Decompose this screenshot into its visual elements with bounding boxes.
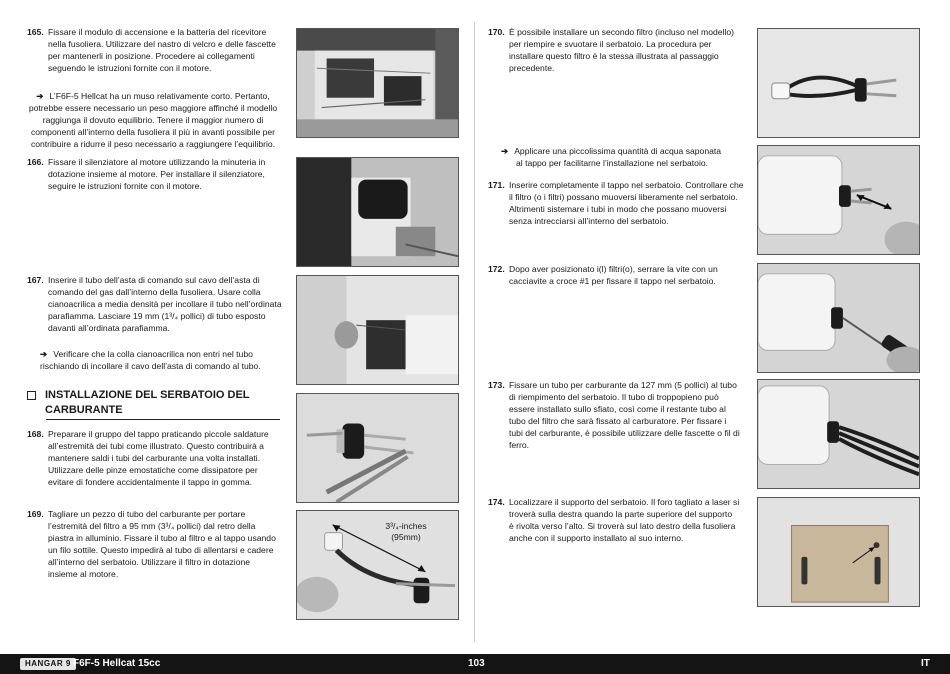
arrow-right-icon: ➔	[36, 91, 44, 101]
second-filter-image	[758, 29, 919, 137]
step-text: Fissare il modulo di accensione e la batteria del ricevitore nella fusoliera. Utilizzare del nastro di velcro e delle fascette per mantenerli in posizione. Procedere ai collegamenti seguendo le istruzioni fornite con il motore.	[48, 27, 276, 73]
photo-step-171	[757, 145, 920, 255]
photo-step-167	[296, 275, 459, 385]
model-name: F6F-5 Hellcat 15cc	[73, 658, 161, 669]
step-number: 168.	[27, 429, 44, 439]
tank-stopper-image	[758, 146, 919, 254]
column-divider	[474, 22, 475, 642]
page-footer	[0, 654, 950, 674]
step-text: Tagliare un pezzo di tubo del carburante per portare l’estremità del filtro a 95 mm (3³/₄ pollici) dal retro della piastra in alluminio. Fissare il tubo al filtro e al tappo usando un filo sottile. Questo impedirà al tubo di allentarsi e cadere all’interno del serbatoio. Utilizzare il filtro in dotazione insieme al motore.	[48, 509, 276, 579]
photo-step-170	[757, 28, 920, 138]
step-text: Dopo aver posizionato i(l) filtri(o), serrare la vite con un cacciavite a croce #1 per fissare il tappo nel serbatoio.	[509, 264, 718, 286]
checkbox-icon	[27, 391, 36, 400]
tighten-screw-image	[758, 264, 919, 372]
photo-step-168	[296, 393, 459, 503]
fuel-lines-image	[758, 380, 919, 488]
fuselage-interior-image	[297, 29, 458, 137]
step-number: 172.	[488, 264, 505, 274]
photo-step-169	[296, 510, 459, 620]
step-number: 166.	[27, 157, 44, 167]
section-heading: INSTALLAZIONE DEL SERBATOIO DEL CARBURANTE	[27, 388, 281, 418]
dimension-label: 3³/₄-inches (95mm)	[385, 521, 427, 542]
step-166	[27, 156, 283, 192]
arrow-right-icon: ➔	[40, 349, 48, 359]
step-number: 173.	[488, 380, 505, 390]
step-number: 170.	[488, 27, 505, 37]
photo-step-172	[757, 263, 920, 373]
throttle-tube-image	[297, 276, 458, 384]
arrow-right-icon: ➔	[501, 146, 509, 156]
step-text: Fissare il silenziatore al motore utilizzando la minuteria in dotazione insieme al motore. Per installare il silenziatore, seguire le istruzioni fornite con il motore.	[48, 157, 266, 191]
page-number: 103	[468, 658, 485, 669]
step-172	[488, 263, 748, 287]
step-text: È possibile installare un secondo filtro (incluso nel modello) per riempire e svuotare il serbatoio. La procedura per installare questo filtro è la stessa illustrata al passaggio precedente.	[509, 27, 734, 73]
language-code: IT	[921, 658, 930, 669]
step-168	[27, 428, 283, 488]
muffler-image	[297, 158, 458, 266]
step-171	[488, 179, 748, 227]
step-number: 169.	[27, 509, 44, 519]
step-174	[488, 496, 748, 544]
step-169	[27, 508, 283, 580]
step-173	[488, 379, 748, 451]
brand-logo: HANGAR 9	[20, 658, 76, 670]
step-number: 174.	[488, 497, 505, 507]
step-165	[27, 26, 283, 74]
tank-mount-image	[758, 498, 919, 606]
step-number: 167.	[27, 275, 44, 285]
photo-step-166	[296, 157, 459, 267]
step-170	[488, 26, 748, 74]
step-text: Localizzare il supporto del serbatoio. Il foro tagliato a laser si troverà sulla destra quando la parte superiore del supporto è rivolta verso l’alto. Si troverà sul lato destro della fusoliera anche con il supporto installato al suo interno.	[509, 497, 740, 543]
note-soapy-water: ➔ Applicare una piccolissima quantità di acqua saponata al tappo per facilitarne l’installazione nel serbatoio.	[501, 146, 722, 168]
note-balance: ➔ L’F6F-5 Hellcat ha un muso relativamente corto. Pertanto, potrebbe essere necessario un peso maggiore affinché il modello raggiunga il dovuto equilibrio. Tenere il maggior numero di componenti all’interno della fusoliera il più in avanti possibile per contribuire a ridurre il peso necessario a raggiungere l’equilibrio.	[28, 91, 278, 149]
step-number: 171.	[488, 180, 505, 190]
note-glue: ➔ Verificare che la colla cianoacrilica non entri nel tubo rischiando di incollare il cavo dell’asta di comando al tubo.	[40, 349, 261, 371]
photo-step-174	[757, 497, 920, 607]
section-divider	[46, 419, 280, 420]
step-number: 165.	[27, 27, 44, 37]
stopper-assembly-image	[297, 394, 458, 502]
step-text: Inserire il tubo dell’asta di comando sul cavo dell’asta di comando del gas dall’interno della fusoliera. Usare colla cianoacrilica a media densità per incollare il tubo nell’ordinata parafiamma. Lasciare 19 mm (1³/₄ pollici) di tubo esposto davanti all’ordinata parafiamma.	[48, 275, 282, 333]
photo-step-165	[296, 28, 459, 138]
step-text: Inserire completamente il tappo nel serbatoio. Controllare che il filtro (o i filtri) possano muoversi liberamente nel serbatoio. Altrimenti sistemare i tubi in modo che possano muoversi senza intrecciarsi all’interno del serbatoio.	[509, 180, 744, 226]
photo-step-173	[757, 379, 920, 489]
step-text: Preparare il gruppo del tappo praticando piccole saldature all’estremità dei tubi come illustrato. Questo contribuirà a mantenere saldi i tubi del carburante una volta installati. Utilizzare delle pinze emostatiche come dissipatore per evitare di fondere accidentalmente il tappo in gomma.	[48, 429, 269, 487]
step-167	[27, 274, 283, 334]
step-text: Fissare un tubo per carburante da 127 mm (5 pollici) al tubo di riempimento del serbatoio. Il tubo di troppopieno può essere installato sullo sfiato, così come il restante tubo al tubo del filtro che sarà fissato al carburatore. Per fissare i tubi del carburante, è possibile utilizzare delle fascette o fil di ferro.	[509, 380, 740, 450]
